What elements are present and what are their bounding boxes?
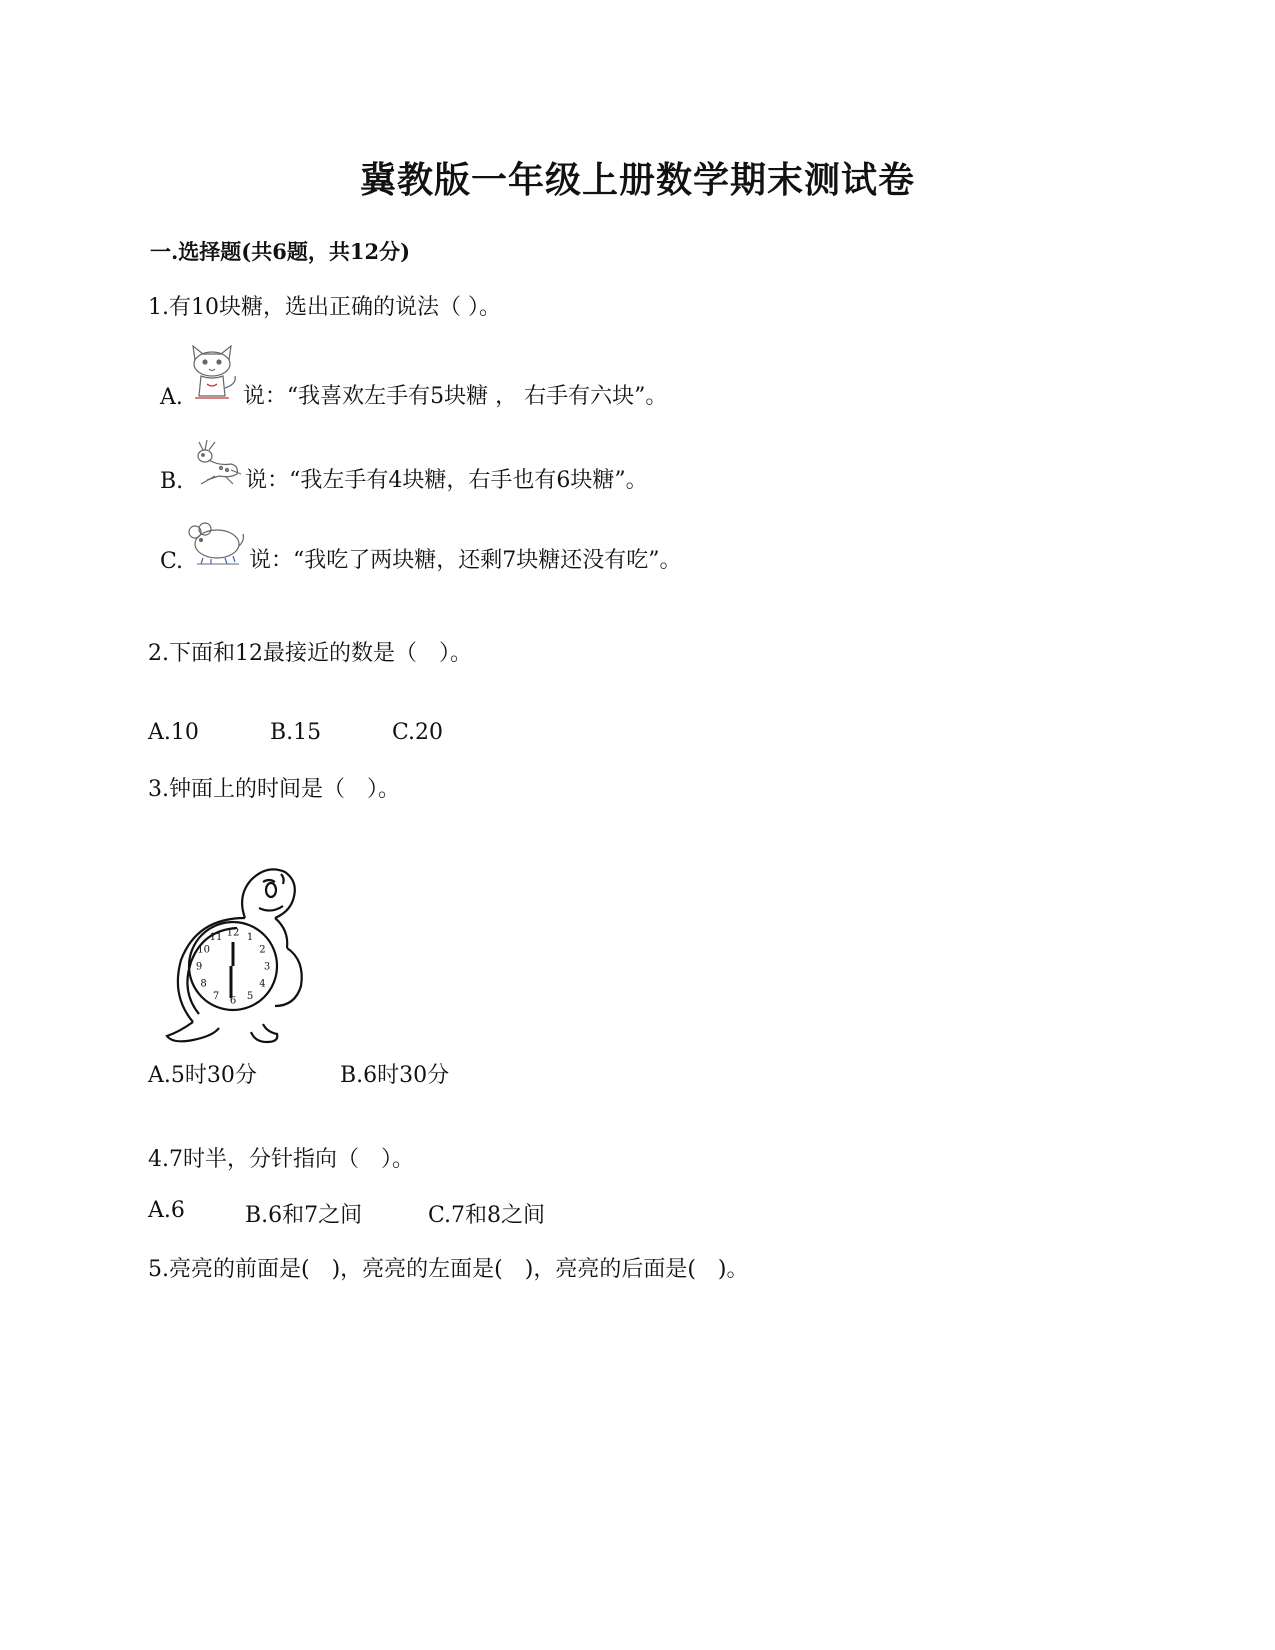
clock-numeral: 8	[200, 978, 207, 990]
clock-numeral: 10	[197, 944, 210, 956]
question-3-option-a[interactable]: A.5时30分	[148, 1063, 257, 1088]
section-heading: 一.选择题(共6题，共12分)	[150, 239, 411, 264]
option-label: A.	[160, 385, 183, 410]
clock-numeral: 12	[226, 927, 240, 939]
option-label: C.	[160, 549, 184, 574]
deer-icon	[185, 436, 243, 494]
clock-numeral: 11	[209, 932, 223, 944]
option-text: 说：“我喜欢左手有5块糖 ， 右手有六块”。	[242, 384, 668, 409]
question-3-option-b[interactable]: B.6时30分	[340, 1063, 450, 1088]
question-1-option-a[interactable]	[160, 342, 667, 410]
clock-numeral: 1	[246, 932, 254, 944]
question-1-option-b[interactable]	[160, 436, 648, 494]
question-2-option-b[interactable]: B.15	[270, 720, 322, 745]
question-4-option-a[interactable]: A.6	[148, 1198, 185, 1223]
question-5-stem: 5.亮亮的前面是( )，亮亮的左面是( )，亮亮的后面是( )。	[148, 1257, 749, 1282]
mouse-icon	[185, 522, 247, 574]
question-4-stem: 4.7时半，分针指向（ ）。	[148, 1147, 414, 1172]
clock-numeral: 7	[212, 990, 220, 1002]
cat-icon	[185, 342, 241, 410]
question-4-option-c[interactable]: C.7和8之间	[428, 1203, 546, 1228]
option-text: 说：“我吃了两块糖，还剩7块糖还没有吃”。	[249, 548, 682, 573]
clock-numeral: 3	[263, 961, 271, 973]
turtle-clock-icon	[163, 856, 323, 1050]
question-2-stem: 2.下面和12最接近的数是（ ）。	[148, 641, 472, 666]
clock-numeral: 2	[259, 944, 266, 956]
question-1-stem: 1.有10块糖，选出正确的说法（ ）。	[148, 295, 501, 320]
clock-numeral: 4	[259, 978, 266, 990]
clock-numeral: 5	[246, 990, 254, 1002]
clock-numeral: 6	[229, 995, 237, 1007]
question-2-option-a[interactable]: A.10	[148, 720, 199, 745]
clock-numeral: 9	[195, 961, 203, 973]
option-text: 说：“我左手有4块糖，右手也有6块糖”。	[245, 468, 648, 493]
question-2-option-c[interactable]: C.20	[392, 720, 444, 745]
question-3-stem: 3.钟面上的时间是（ ）。	[148, 777, 400, 802]
option-label: B.	[160, 469, 184, 494]
page-title: 冀教版一年级上册数学期末测试卷	[359, 159, 915, 201]
question-1-option-c[interactable]	[160, 522, 682, 574]
question-4-option-b[interactable]: B.6和7之间	[245, 1203, 363, 1228]
